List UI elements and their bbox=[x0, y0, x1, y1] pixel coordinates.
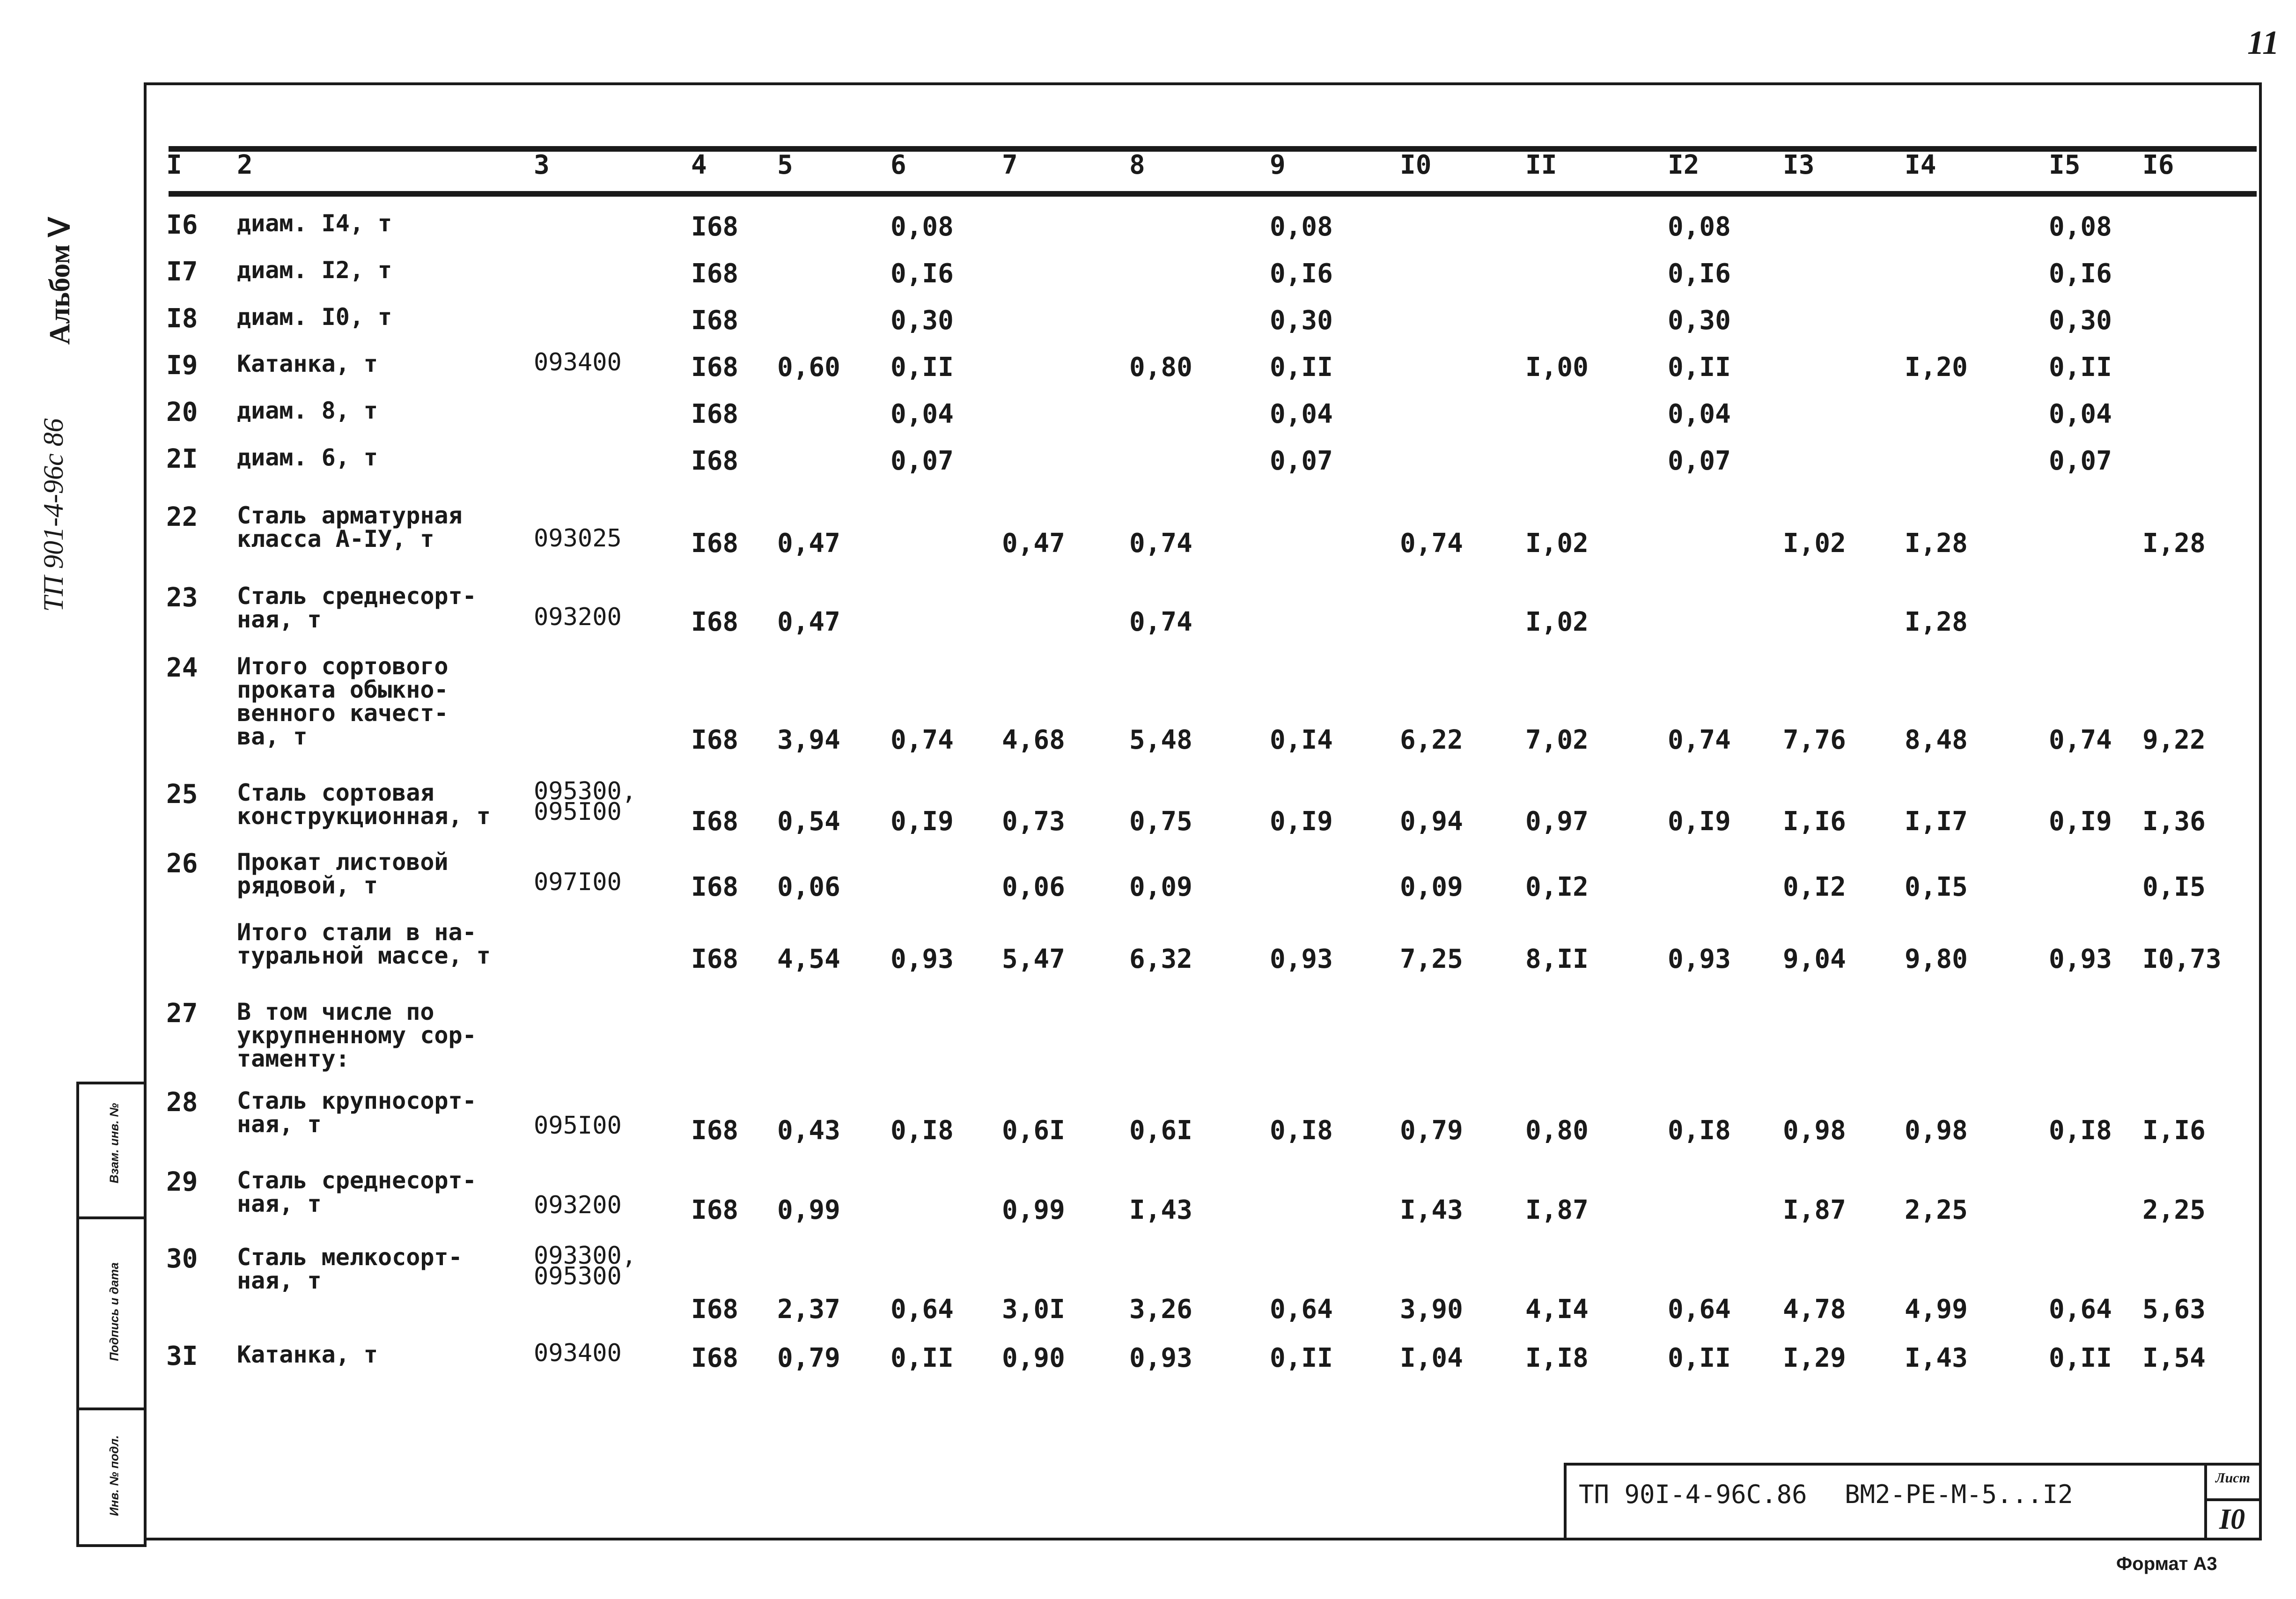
cell-col-4: I68 bbox=[691, 872, 739, 902]
cell-col-14: 0,I5 bbox=[1905, 872, 1968, 902]
column-header-2: 2 bbox=[237, 150, 253, 180]
cell-col-15: 0,04 bbox=[2049, 399, 2112, 429]
cell-col-5: 2,37 bbox=[777, 1294, 840, 1325]
cell-col-13: I,29 bbox=[1783, 1343, 1846, 1373]
cell-col-10: 0,94 bbox=[1400, 806, 1463, 837]
cell-col-12: 0,64 bbox=[1668, 1294, 1731, 1325]
sheet-cell-divider bbox=[2204, 1498, 2262, 1501]
cell-col-15: 0,I8 bbox=[2049, 1115, 2112, 1146]
side-stamp-boxes bbox=[76, 1082, 147, 1547]
cell-col-15: 0,74 bbox=[2049, 725, 2112, 755]
cell-col-11: I,I8 bbox=[1525, 1343, 1589, 1373]
row-description: диам. I2, т bbox=[237, 257, 392, 284]
row-description: Сталь крупносорт- ная, т bbox=[237, 1087, 477, 1138]
header-rule-bottom bbox=[169, 191, 2257, 197]
cell-col-12: 0,I9 bbox=[1668, 806, 1731, 837]
row-number: I7 bbox=[166, 257, 198, 287]
cell-col-6: 0,30 bbox=[890, 305, 954, 336]
stamp-sheet-number: I0 bbox=[2219, 1503, 2245, 1535]
cell-col-15: 0,30 bbox=[2049, 305, 2112, 336]
cell-col-15: 0,I6 bbox=[2049, 258, 2112, 289]
cell-col-8: 0,80 bbox=[1129, 352, 1192, 383]
cell-col-6: 0,07 bbox=[890, 446, 954, 476]
cell-col-7: 0,47 bbox=[1002, 528, 1065, 559]
row-description: диам. I4, т bbox=[237, 210, 392, 237]
column-header-6: 6 bbox=[890, 150, 906, 180]
cell-col-4: I68 bbox=[691, 399, 739, 429]
cell-col-13: 0,98 bbox=[1783, 1115, 1846, 1146]
row-code: 093025 bbox=[534, 524, 622, 553]
side-box-inventory: Инв. № подл. bbox=[107, 1435, 121, 1516]
cell-col-15: 0,II bbox=[2049, 352, 2112, 383]
cell-col-7: 3,0I bbox=[1002, 1294, 1065, 1325]
cell-col-9: 0,II bbox=[1270, 1343, 1333, 1373]
cell-col-8: I,43 bbox=[1129, 1195, 1192, 1225]
cell-col-13: 4,78 bbox=[1783, 1294, 1846, 1325]
row-description: Сталь среднесорт- ная, т bbox=[237, 582, 477, 633]
column-header-12: I2 bbox=[1668, 150, 1700, 180]
row-description: диам. I0, т bbox=[237, 303, 392, 331]
cell-col-8: 0,09 bbox=[1129, 872, 1192, 902]
cell-col-4: I68 bbox=[691, 528, 739, 559]
cell-col-12: 0,08 bbox=[1668, 212, 1731, 242]
cell-col-4: I68 bbox=[691, 212, 739, 242]
row-number: 30 bbox=[166, 1244, 198, 1274]
cell-col-12: 0,74 bbox=[1668, 725, 1731, 755]
cell-col-5: 0,60 bbox=[777, 352, 840, 383]
cell-col-16: 0,I5 bbox=[2142, 872, 2206, 902]
cell-col-9: 0,08 bbox=[1270, 212, 1333, 242]
cell-col-9: 0,64 bbox=[1270, 1294, 1333, 1325]
row-number: 22 bbox=[166, 502, 198, 532]
cell-col-12: 0,30 bbox=[1668, 305, 1731, 336]
row-description: Сталь мелкосорт- ная, т bbox=[237, 1244, 463, 1294]
column-header-9: 9 bbox=[1270, 150, 1286, 180]
margin-doc-code: ТП 901-4-96с 86 bbox=[38, 418, 69, 612]
cell-col-14: 2,25 bbox=[1905, 1195, 1968, 1225]
row-description: В том числе по укрупненному сор- таменту: bbox=[237, 998, 477, 1072]
cell-col-14: 4,99 bbox=[1905, 1294, 1968, 1325]
cell-col-5: 0,99 bbox=[777, 1195, 840, 1225]
cell-col-14: I,28 bbox=[1905, 528, 1968, 559]
cell-col-12: 0,07 bbox=[1668, 446, 1731, 476]
row-number: I6 bbox=[166, 210, 198, 240]
cell-col-10: 6,22 bbox=[1400, 725, 1463, 755]
cell-col-8: 0,93 bbox=[1129, 1343, 1192, 1373]
format-label: Формат А3 bbox=[2116, 1554, 2217, 1574]
cell-col-9: 0,93 bbox=[1270, 944, 1333, 974]
cell-col-13: 0,I2 bbox=[1783, 872, 1846, 902]
row-number: 27 bbox=[166, 998, 198, 1029]
cell-col-4: I68 bbox=[691, 944, 739, 974]
row-number: 2I bbox=[166, 444, 198, 474]
cell-col-6: 0,I8 bbox=[890, 1115, 954, 1146]
row-code: 093200 bbox=[534, 1191, 622, 1219]
cell-col-8: 6,32 bbox=[1129, 944, 1192, 974]
cell-col-4: I68 bbox=[691, 725, 739, 755]
cell-col-4: I68 bbox=[691, 305, 739, 336]
cell-col-16: I0,73 bbox=[2142, 944, 2222, 974]
cell-col-15: 0,08 bbox=[2049, 212, 2112, 242]
cell-col-8: 0,74 bbox=[1129, 607, 1192, 637]
column-header-11: II bbox=[1525, 150, 1557, 180]
column-header-5: 5 bbox=[777, 150, 793, 180]
row-code: 095I00 bbox=[534, 1112, 622, 1140]
cell-col-6: 0,I9 bbox=[890, 806, 954, 837]
cell-col-7: 0,90 bbox=[1002, 1343, 1065, 1373]
cell-col-9: 0,I8 bbox=[1270, 1115, 1333, 1146]
row-description: Катанка, т bbox=[237, 1341, 378, 1368]
row-code: 093200 bbox=[534, 603, 622, 631]
row-code: 093300, 095300 bbox=[534, 1242, 637, 1290]
cell-col-4: I68 bbox=[691, 1294, 739, 1325]
cell-col-16: I,36 bbox=[2142, 806, 2206, 837]
side-box-signature: Подпись и дата bbox=[107, 1262, 121, 1361]
title-block-divider bbox=[2204, 1463, 2207, 1540]
cell-col-4: I68 bbox=[691, 258, 739, 289]
cell-col-4: I68 bbox=[691, 1115, 739, 1146]
cell-col-15: 0,93 bbox=[2049, 944, 2112, 974]
cell-col-5: 0,54 bbox=[777, 806, 840, 837]
cell-col-11: 0,97 bbox=[1525, 806, 1589, 837]
cell-col-9: 0,I9 bbox=[1270, 806, 1333, 837]
row-number: 24 bbox=[166, 653, 198, 683]
row-code: 093400 bbox=[534, 1339, 622, 1367]
cell-col-7: 0,06 bbox=[1002, 872, 1065, 902]
cell-col-7: 5,47 bbox=[1002, 944, 1065, 974]
cell-col-12: 0,II bbox=[1668, 1343, 1731, 1373]
row-code: 097I00 bbox=[534, 868, 622, 896]
cell-col-16: I,28 bbox=[2142, 528, 2206, 559]
cell-col-13: 9,04 bbox=[1783, 944, 1846, 974]
cell-col-5: 3,94 bbox=[777, 725, 840, 755]
column-header-14: I4 bbox=[1905, 150, 1936, 180]
cell-col-10: 0,79 bbox=[1400, 1115, 1463, 1146]
cell-col-8: 5,48 bbox=[1129, 725, 1192, 755]
cell-col-10: 7,25 bbox=[1400, 944, 1463, 974]
cell-col-12: 0,93 bbox=[1668, 944, 1731, 974]
cell-col-8: 3,26 bbox=[1129, 1294, 1192, 1325]
cell-col-6: 0,93 bbox=[890, 944, 954, 974]
cell-col-5: 0,43 bbox=[777, 1115, 840, 1146]
cell-col-10: I,43 bbox=[1400, 1195, 1463, 1225]
cell-col-4: I68 bbox=[691, 806, 739, 837]
cell-col-14: 9,80 bbox=[1905, 944, 1968, 974]
row-number: 28 bbox=[166, 1087, 198, 1118]
cell-col-7: 0,73 bbox=[1002, 806, 1065, 837]
cell-col-12: 0,II bbox=[1668, 352, 1731, 383]
column-header-3: 3 bbox=[534, 150, 550, 180]
row-description: Сталь арматурная класса А-IУ, т bbox=[237, 502, 463, 553]
cell-col-15: 0,64 bbox=[2049, 1294, 2112, 1325]
cell-col-15: 0,07 bbox=[2049, 446, 2112, 476]
cell-col-7: 0,6I bbox=[1002, 1115, 1065, 1146]
row-number: I8 bbox=[166, 303, 198, 334]
cell-col-16: 2,25 bbox=[2142, 1195, 2206, 1225]
row-description: Сталь среднесорт- ная, т bbox=[237, 1167, 477, 1217]
cell-col-14: I,28 bbox=[1905, 607, 1968, 637]
row-code: 095300, 095I00 bbox=[534, 777, 637, 826]
cell-col-9: 0,30 bbox=[1270, 305, 1333, 336]
cell-col-8: 0,6I bbox=[1129, 1115, 1192, 1146]
cell-col-11: I,02 bbox=[1525, 607, 1589, 637]
row-description: Сталь сортовая конструкционная, т bbox=[237, 779, 491, 830]
cell-col-9: 0,I4 bbox=[1270, 725, 1333, 755]
cell-col-14: 8,48 bbox=[1905, 725, 1968, 755]
row-number: 29 bbox=[166, 1167, 198, 1197]
cell-col-4: I68 bbox=[691, 607, 739, 637]
row-number: 25 bbox=[166, 779, 198, 810]
cell-col-10: 0,09 bbox=[1400, 872, 1463, 902]
album-label: Альбом Ⅴ bbox=[44, 217, 76, 345]
row-number: 20 bbox=[166, 397, 198, 427]
cell-col-11: I,00 bbox=[1525, 352, 1589, 383]
cell-col-9: 0,II bbox=[1270, 352, 1333, 383]
cell-col-9: 0,04 bbox=[1270, 399, 1333, 429]
header-rule-top bbox=[169, 146, 2257, 152]
cell-col-15: 0,II bbox=[2049, 1343, 2112, 1373]
cell-col-12: 0,I8 bbox=[1668, 1115, 1731, 1146]
cell-col-13: I,I6 bbox=[1783, 806, 1846, 837]
cell-col-13: I,87 bbox=[1783, 1195, 1846, 1225]
row-description: Катанка, т bbox=[237, 350, 378, 377]
cell-col-4: I68 bbox=[691, 1343, 739, 1373]
row-description: диам. 6, т bbox=[237, 444, 378, 471]
cell-col-5: 0,47 bbox=[777, 607, 840, 637]
cell-col-16: I,54 bbox=[2142, 1343, 2206, 1373]
cell-col-6: 0,74 bbox=[890, 725, 954, 755]
cell-col-10: 0,74 bbox=[1400, 528, 1463, 559]
column-header-7: 7 bbox=[1002, 150, 1018, 180]
cell-col-6: 0,II bbox=[890, 352, 954, 383]
cell-col-5: 0,06 bbox=[777, 872, 840, 902]
cell-col-11: 0,80 bbox=[1525, 1115, 1589, 1146]
row-number: I9 bbox=[166, 350, 198, 381]
cell-col-11: I,87 bbox=[1525, 1195, 1589, 1225]
row-description: Итого сортового проката обыкно- венного качест- ва, т bbox=[237, 653, 449, 750]
cell-col-14: I,43 bbox=[1905, 1343, 1968, 1373]
cell-col-14: I,20 bbox=[1905, 352, 1968, 383]
cell-col-4: I68 bbox=[691, 1195, 739, 1225]
row-description: Прокат листовой рядовой, т bbox=[237, 848, 449, 899]
cell-col-16: 9,22 bbox=[2142, 725, 2206, 755]
cell-col-5: 0,47 bbox=[777, 528, 840, 559]
row-code: 093400 bbox=[534, 348, 622, 376]
cell-col-5: 4,54 bbox=[777, 944, 840, 974]
cell-col-9: 0,07 bbox=[1270, 446, 1333, 476]
column-header-13: I3 bbox=[1783, 150, 1815, 180]
row-number: 3I bbox=[166, 1341, 198, 1371]
cell-col-11: 4,I4 bbox=[1525, 1294, 1589, 1325]
cell-col-10: 3,90 bbox=[1400, 1294, 1463, 1325]
row-number: 26 bbox=[166, 848, 198, 879]
column-header-1: I bbox=[166, 150, 182, 180]
corner-page-number: 11 bbox=[2247, 24, 2280, 61]
cell-col-13: I,02 bbox=[1783, 528, 1846, 559]
column-header-16: I6 bbox=[2142, 150, 2174, 180]
cell-col-6: 0,04 bbox=[890, 399, 954, 429]
cell-col-11: 8,II bbox=[1525, 944, 1589, 974]
cell-col-7: 4,68 bbox=[1002, 725, 1065, 755]
cell-col-11: 7,02 bbox=[1525, 725, 1589, 755]
cell-col-6: 0,08 bbox=[890, 212, 954, 242]
cell-col-13: 7,76 bbox=[1783, 725, 1846, 755]
cell-col-6: 0,64 bbox=[890, 1294, 954, 1325]
cell-col-16: I,I6 bbox=[2142, 1115, 2206, 1146]
cell-col-8: 0,74 bbox=[1129, 528, 1192, 559]
cell-col-16: 5,63 bbox=[2142, 1294, 2206, 1325]
cell-col-15: 0,I9 bbox=[2049, 806, 2112, 837]
cell-col-8: 0,75 bbox=[1129, 806, 1192, 837]
cell-col-10: I,04 bbox=[1400, 1343, 1463, 1373]
cell-col-11: 0,I2 bbox=[1525, 872, 1589, 902]
cell-col-5: 0,79 bbox=[777, 1343, 840, 1373]
cell-col-11: I,02 bbox=[1525, 528, 1589, 559]
cell-col-4: I68 bbox=[691, 352, 739, 383]
row-description: Итого стали в на- туральной массе, т bbox=[237, 919, 491, 969]
column-header-8: 8 bbox=[1129, 150, 1145, 180]
side-box-replacement: Взам. инв. № bbox=[107, 1103, 121, 1184]
column-header-10: I0 bbox=[1400, 150, 1432, 180]
cell-col-6: 0,I6 bbox=[890, 258, 954, 289]
stamp-sheet-label: Лист bbox=[2215, 1470, 2250, 1486]
cell-col-7: 0,99 bbox=[1002, 1195, 1065, 1225]
cell-col-14: 0,98 bbox=[1905, 1115, 1968, 1146]
cell-col-4: I68 bbox=[691, 446, 739, 476]
column-header-15: I5 bbox=[2049, 150, 2081, 180]
stamp-drawing-code: ВМ2-РЕ-М-5...I2 bbox=[1845, 1480, 2073, 1509]
row-description: диам. 8, т bbox=[237, 397, 378, 424]
cell-col-9: 0,I6 bbox=[1270, 258, 1333, 289]
row-number: 23 bbox=[166, 582, 198, 613]
cell-col-12: 0,04 bbox=[1668, 399, 1731, 429]
cell-col-6: 0,II bbox=[890, 1343, 954, 1373]
stamp-doc-number: ТП 90I-4-96С.86 bbox=[1579, 1480, 1807, 1509]
cell-col-14: I,I7 bbox=[1905, 806, 1968, 837]
column-header-4: 4 bbox=[691, 150, 707, 180]
cell-col-12: 0,I6 bbox=[1668, 258, 1731, 289]
